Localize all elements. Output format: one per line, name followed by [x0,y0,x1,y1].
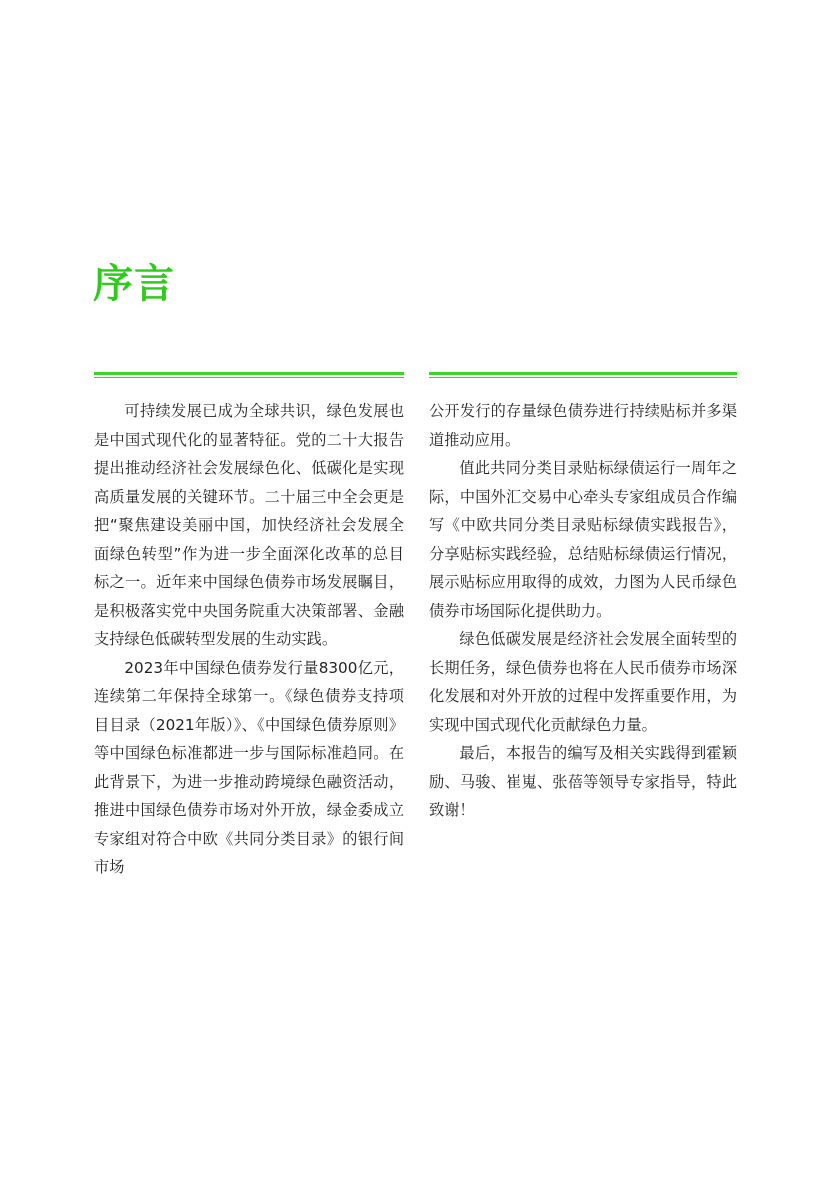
right-text-column [429,397,737,825]
paragraph-2023-issuance: 2023年中国绿色债券发行量8300亿元，连续第二年保持全球第一。《绿色债券支持项目目录（2021年版）》、《中国绿色债券原则》等中国绿色标准都进一步与国际标准趋同。在此背景下，为进一步推动跨境绿色融资活动，推进中国绿色债券市场对外开放，绿金委成立专家组对符合中欧《共同分类目录》的银行间市场 [94,658,404,876]
paragraph-continuation: 公开发行的存量绿色债券进行持续贴标并多渠道推动应用。 [429,402,737,449]
right-column-divider [429,372,737,380]
page-title: 序言 [93,261,175,307]
paragraph-green-development: 可持续发展已成为全球共识，绿色发展也是中国式现代化的显著特征。党的二十大报告提出推动经济社会发展绿色化、低碳化是实现高质量发展的关键环节。二十届三中全会更是把“聚焦建设美丽中国，加快经济社会发展全面绿色转型”作为进一步全面深化改革的总目标之一。近年来中国绿色债券市场发展瞩目，是积极落实党中央国务院重大决策部署、金融支持绿色低碳转型发展的生动实践。 [94,402,404,648]
left-text-column [94,397,404,882]
paragraph-acknowledgements: 最后，本报告的编写及相关实践得到霍颖励、马骏、崔嵬、张蓓等领导专家指导，特此致谢！ [429,744,737,819]
paragraph-long-term-task: 绿色低碳发展是经济社会发展全面转型的长期任务，绿色债券也将在人民币债券市场深化发展和对外开放的过程中发挥重要作用，为实现中国式现代化贡献绿色力量。 [429,630,737,734]
left-column-divider [94,372,404,380]
paragraph-anniversary-report: 值此共同分类目录贴标绿债运行一周年之际，中国外汇交易中心牵头专家组成员合作编写《中欧共同分类目录贴标绿债实践报告》，分享贴标实践经验，总结贴标绿债运行情况，展示贴标应用取得的成效，力图为人民币绿色债券市场国际化提供助力。 [429,459,737,620]
